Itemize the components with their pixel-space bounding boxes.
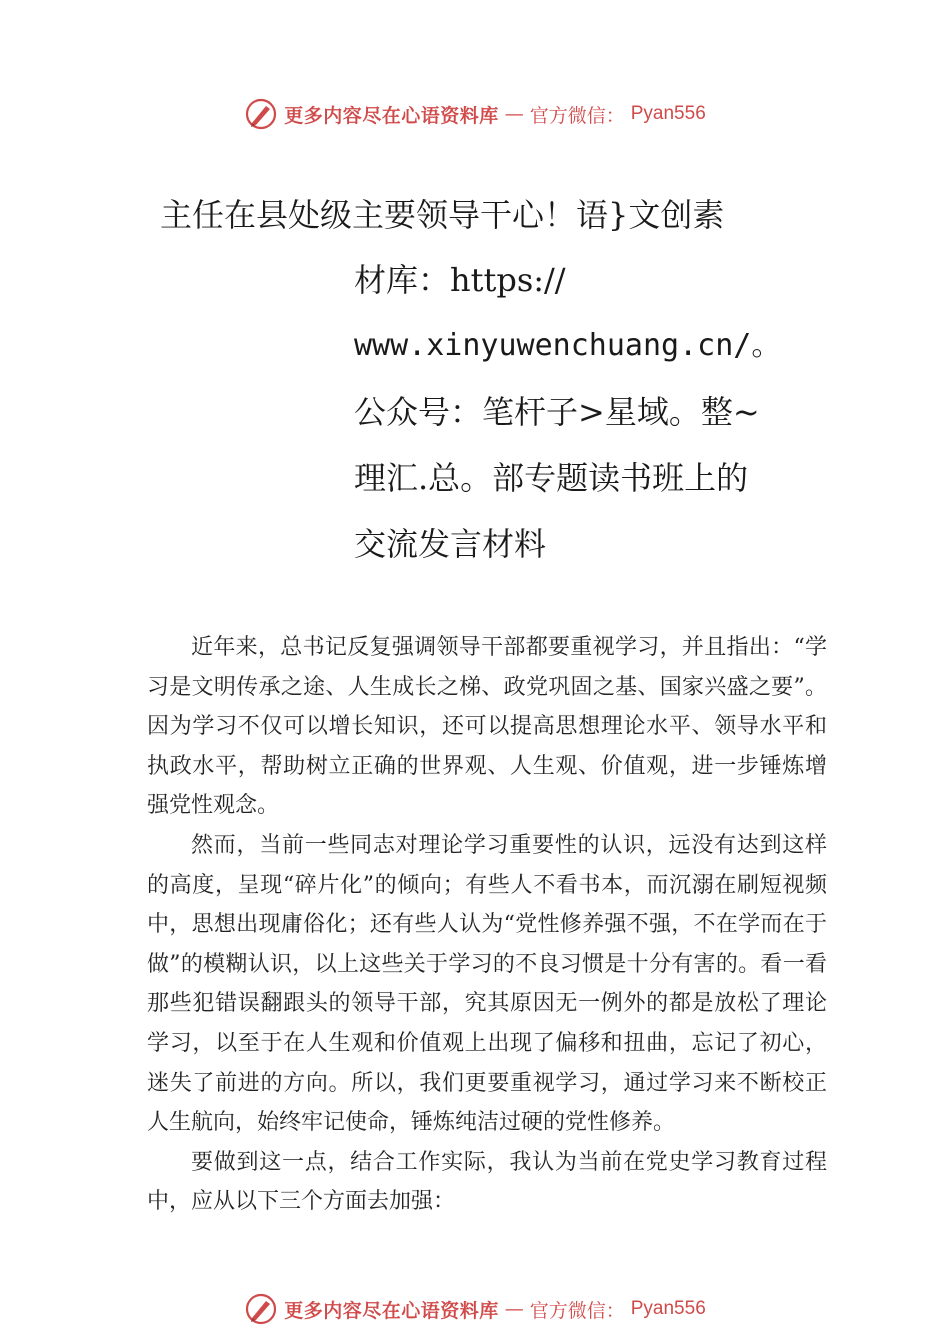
banner-wechat-id: Pyan556 bbox=[630, 1298, 706, 1319]
banner-wechat-label: 官方微信： bbox=[529, 104, 625, 127]
document-title-line-3: www.xinyuwenchuang.cn/。 bbox=[354, 328, 782, 363]
footer-watermark-banner bbox=[0, 1289, 950, 1329]
banner-wechat-id: Pyan556 bbox=[630, 103, 706, 124]
header-watermark-banner bbox=[0, 94, 950, 134]
document-title-line-5: 理汇.总。部专题读书班上的 bbox=[354, 459, 749, 497]
document-body bbox=[147, 628, 827, 1222]
pen-circle-logo-icon bbox=[244, 97, 278, 131]
document-title-line-6: 交流发言材料 bbox=[354, 525, 547, 563]
banner-brand-text: 更多内容尽在心语资料库 bbox=[284, 104, 499, 127]
document-title-line-1: 主任在县处级主要领导干心！语}文创素 bbox=[160, 196, 725, 234]
banner-wechat-label: 官方微信： bbox=[529, 1299, 625, 1322]
body-paragraph-1: 近年来，总书记反复强调领导干部都要重视学习，并且指出：“学习是文明传承之途、人生成长之梯、政党巩固之基、国家兴盛之要”。因为学习不仅可以增长知识，还可以提高思想理论水平、领导水平和执政水平，帮助树立正确的世界观、人生观、价值观，进一步锤炼增强党性观念。 bbox=[147, 635, 827, 819]
body-paragraph-2: 然而，当前一些同志对理论学习重要性的认识，远没有达到这样的高度，呈现“碎片化”的倾向；有些人不看书本，而沉溺在刷短视频中，思想出现庸俗化；还有些人认为“党性修养强不强，不在学而在于做”的模糊认识，以上这些关于学习的不良习惯是十分有害的。看一看那些犯错误翻跟头的领导干部，究其原因无一例外的都是放松了理论学习，以至于在人生观和价值观上出现了偏移和扭曲，忘记了初心， 迷失了前进的方向。所以，我们更要重视学习，通过学习来不断校正人生航向，始终牢记使命，锤炼纯洁过硬的党性修养。 bbox=[147, 832, 827, 1136]
pen-circle-logo-icon bbox=[244, 1292, 278, 1326]
banner-separator: — bbox=[504, 103, 524, 125]
body-paragraph-3: 要做到这一点，结合工作实际，我认为当前在党史学习教育过程中，应从以下三个方面去加强： bbox=[147, 1149, 827, 1215]
document-title-line-4: 公众号：笔杆子>星域。整~ bbox=[354, 393, 760, 431]
document-title-line-2: 材库：https:// bbox=[354, 261, 566, 299]
document-title-continuation bbox=[354, 255, 824, 585]
banner-brand-text: 更多内容尽在心语资料库 bbox=[284, 1299, 499, 1322]
banner-separator: — bbox=[504, 1298, 524, 1320]
